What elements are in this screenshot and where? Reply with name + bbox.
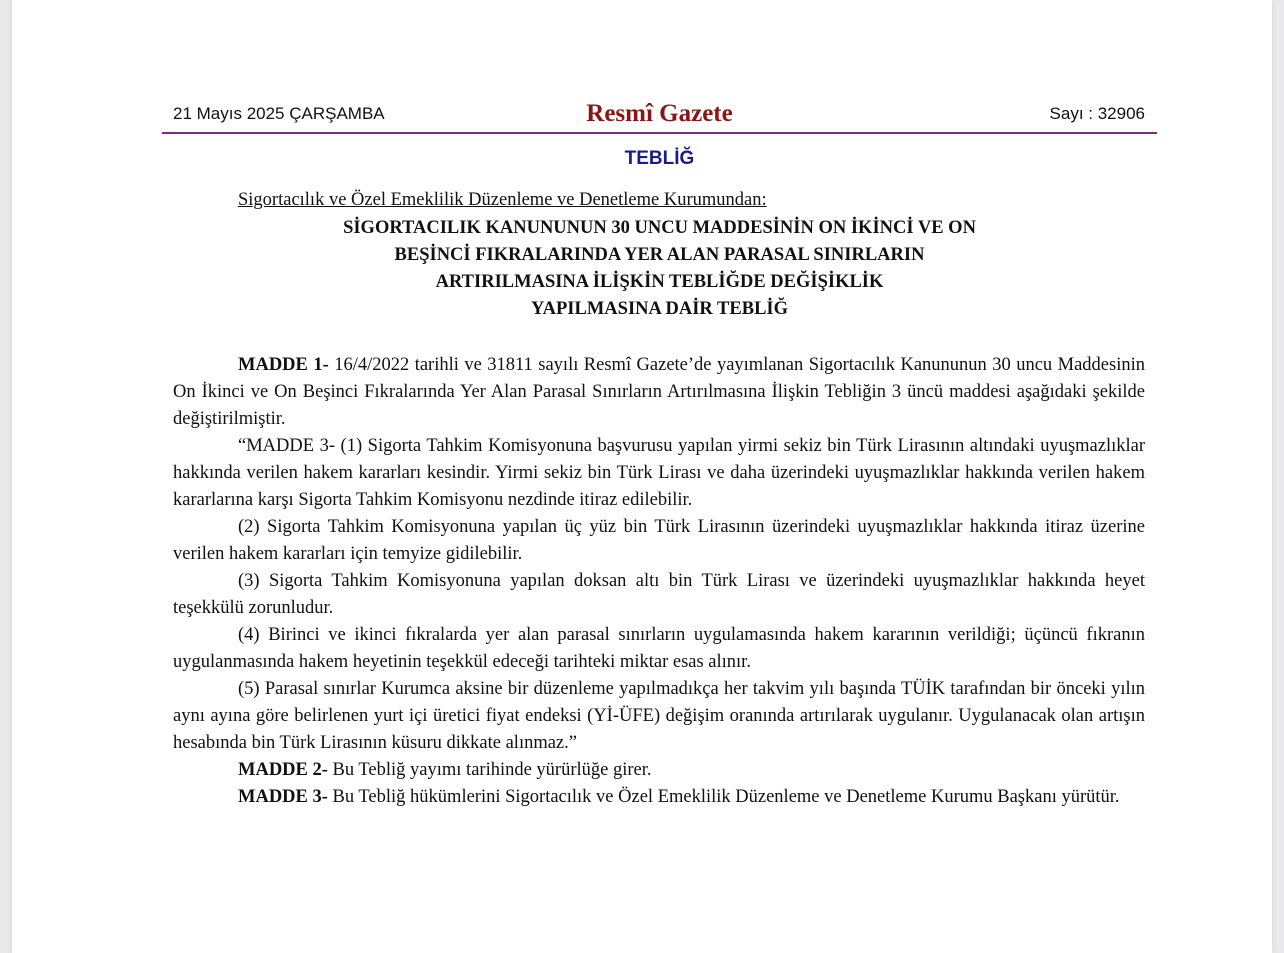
issuing-authority: Sigortacılık ve Özel Emeklilik Düzenleme ve Denetleme Kurumundan: xyxy=(238,190,767,210)
paragraph-clause-2 xyxy=(173,514,1145,568)
title-line: ARTIRILMASINA İLİŞKİN TEBLİĞDE DEĞİŞİKLİK xyxy=(435,272,884,292)
document-page xyxy=(12,0,1272,953)
gazette-title: Resmî Gazete xyxy=(586,100,733,127)
article-label: MADDE 3- xyxy=(238,787,328,807)
paragraph-clause-5 xyxy=(173,676,1145,757)
issue-number: Sayı : 32906 xyxy=(1049,104,1145,123)
paragraph-text: Bu Tebliğ hükümlerini Sigortacılık ve Özel Emeklilik Düzenleme ve Denetleme Kurumu Başkanı yürütür. xyxy=(327,787,1120,807)
article-label: MADDE 1- xyxy=(238,355,329,375)
paragraph-text: (2) Sigorta Tahkim Komisyonuna yapılan üç yüz bin Türk Lirasının üzerindeki uyuşmazlıklar hakkında itiraz üzerine verilen hakem kararları için temyize gidilebilir. xyxy=(173,517,1145,564)
paragraph-text: (5) Parasal sınırlar Kurumca aksine bir düzenleme yapılmadıkça her takvim yılı başında TÜİK tarafından bir önceki yılın aynı ayına göre belirlenen yurt içi üretici fiyat endeksi (Yİ-ÜFE) değişim oranında artırılarak uygulanır. Uygulanacak olan artışın hesabında bin Türk Lirasının küsuru dikkate alınmaz.” xyxy=(173,679,1145,753)
paragraph-text: Bu Tebliğ yayımı tarihinde yürürlüğe girer. xyxy=(327,760,652,780)
issue-date: 21 Mayıs 2025 ÇARŞAMBA xyxy=(173,104,385,123)
paragraph-madde-1 xyxy=(173,352,1145,433)
paragraph-clause-3 xyxy=(173,568,1145,622)
paragraph-madde-3 xyxy=(173,784,1145,811)
document-type: TEBLİĞ xyxy=(624,148,695,169)
paragraph-text: (4) Birinci ve ikinci fıkralarda yer alan parasal sınırların uygulamasında hakem kararının verildiği; üçüncü fıkranın uygulanmasında hakem heyetinin teşekkül edeceği tarihteki miktar esas alınır. xyxy=(173,625,1145,672)
article-label: MADDE 2- xyxy=(238,760,328,780)
paragraph-madde-3-clause-1 xyxy=(173,433,1145,514)
document-title xyxy=(162,215,1157,323)
title-line: BEŞİNCİ FIKRALARINDA YER ALAN PARASAL SINIRLARIN xyxy=(394,245,925,265)
paragraph-text: (3) Sigorta Tahkim Komisyonuna yapılan doksan altı bin Türk Lirası ve üzerindeki uyuşmazlıklar hakkında heyet teşekkülü zorunludur. xyxy=(173,571,1145,618)
gazette-header xyxy=(162,100,1157,134)
paragraph-text: 16/4/2022 tarihli ve 31811 sayılı Resmî Gazete’de yayımlanan Sigortacılık Kanununun 30 uncu Maddesinin On İkinci ve On Beşinci Fıkralarında Yer Alan Parasal Sınırların Artırılmasına İlişkin Tebliğin 3 üncü maddesi aşağıdaki şekilde değiştirilmiştir. xyxy=(173,355,1145,429)
paragraph-madde-2 xyxy=(173,757,1145,784)
title-line: YAPILMASINA DAİR TEBLİĞ xyxy=(530,299,788,319)
paragraph-clause-4 xyxy=(173,622,1145,676)
paragraph-text: “MADDE 3- (1) Sigorta Tahkim Komisyonuna başvurusu yapılan yirmi sekiz bin Türk Lirasının altındaki uyuşmazlıklar hakkında verilen hakem kararları kesindir. Yirmi sekiz bin Türk Lirası ve daha üzerindeki uyuşmazlıklar hakkında verilen hakem kararlarına karşı Sigorta Tahkim Komisyonu nezdinde itiraz edilebilir. xyxy=(173,436,1145,510)
title-line: SİGORTACILIK KANUNUNUN 30 UNCU MADDESİNİN ON İKİNCİ VE ON xyxy=(343,218,976,238)
document-body xyxy=(173,352,1145,811)
